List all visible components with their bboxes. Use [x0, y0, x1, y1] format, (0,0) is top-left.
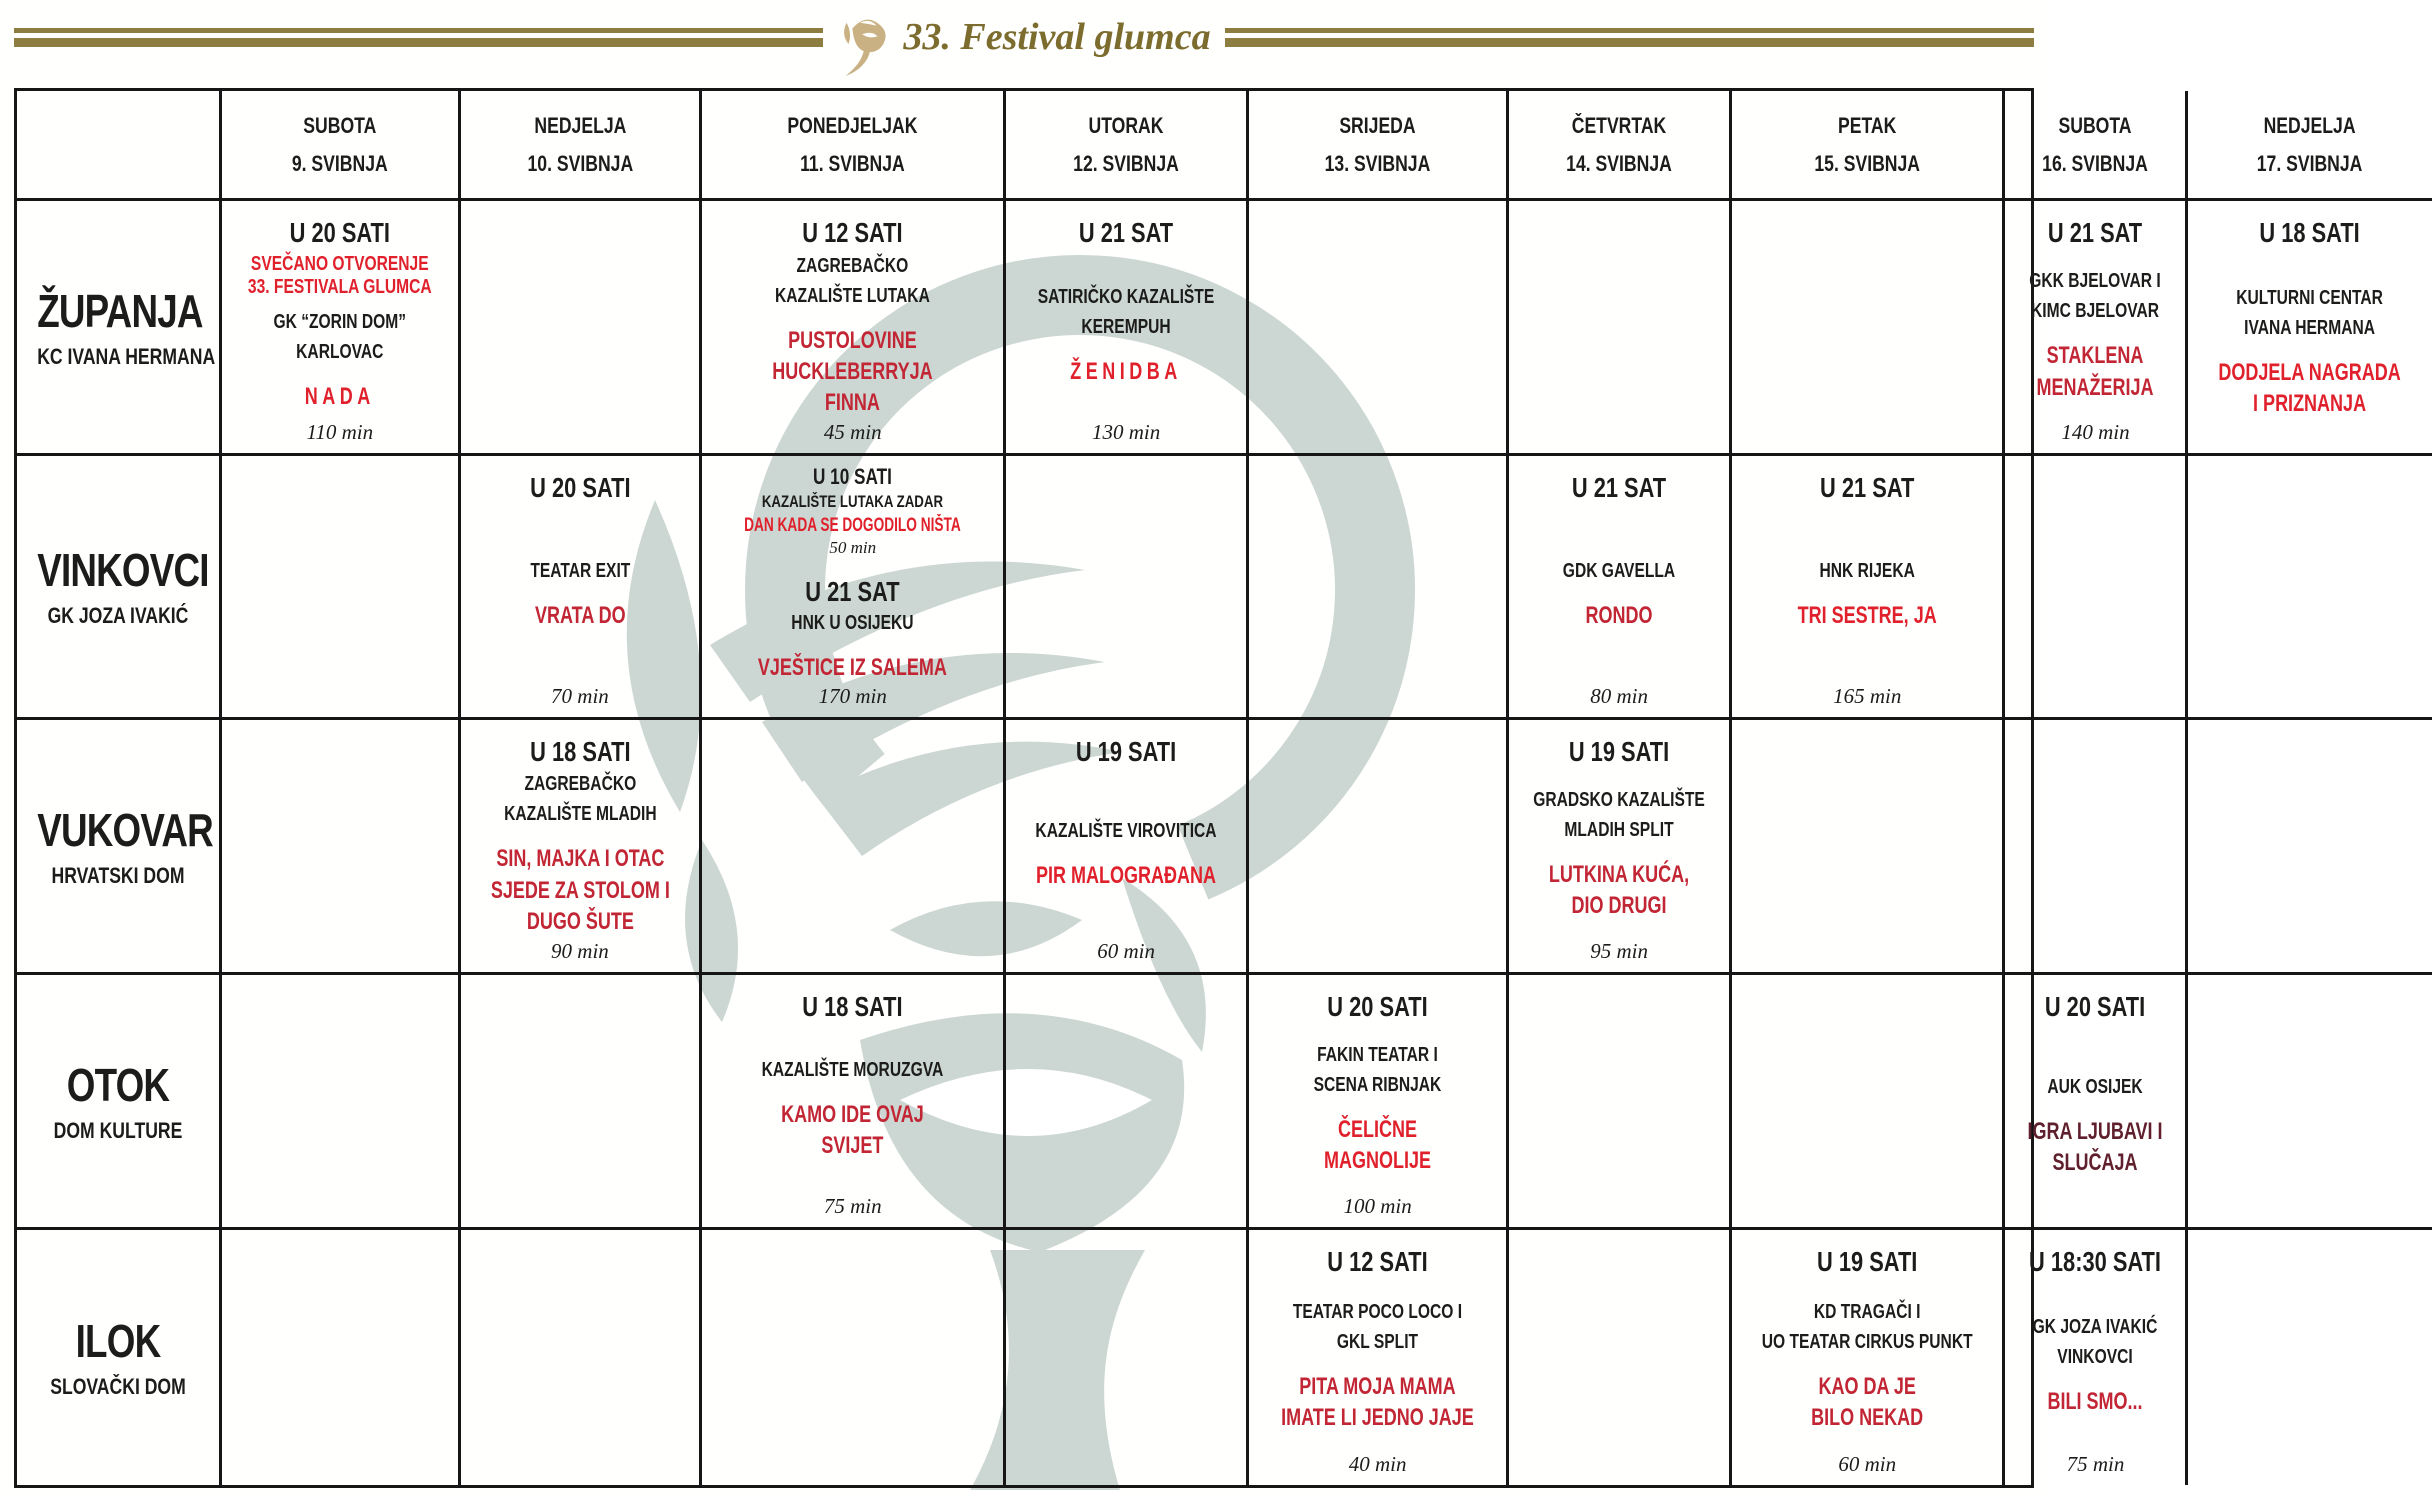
schedule-cell — [1509, 456, 1732, 719]
venue-hall: DOM KULTURE — [53, 1117, 183, 1143]
event-title: KAO DA JE BILO NEKAD — [1811, 1372, 1924, 1431]
event-body — [702, 249, 1003, 420]
event-title: IGRA LJUBAVI I SLUČAJA — [2027, 1117, 2163, 1176]
event-company: SATIRIČKO KAZALIŠTE KEREMPUH — [1037, 285, 1215, 338]
event-time: U 21 SAT — [1571, 472, 1667, 504]
event-time: U 21 SAT — [1078, 217, 1174, 248]
event-title: DODJELA NAGRADA I PRIZNANJA — [2218, 358, 2402, 418]
venue-header — [17, 456, 222, 719]
schedule-cell — [2188, 720, 2431, 975]
day-date: 13. SVIBNJA — [1324, 150, 1431, 176]
schedule-cell — [2188, 201, 2431, 456]
day-header — [2005, 91, 2188, 201]
event-company: ZAGREBAČKO KAZALIŠTE LUTAKA — [775, 254, 931, 307]
event-title: STAKLENA MENAŽERIJA — [2036, 342, 2154, 401]
schedule-cell — [222, 720, 461, 975]
performance-entry — [702, 975, 1003, 1227]
event-company: GRADSKO KAZALIŠTE MLADIH SPLIT — [1533, 788, 1705, 841]
event-duration: 40 min — [1348, 1452, 1407, 1476]
event-company: TEATAR EXIT — [529, 560, 630, 583]
banner-title: 33. Festival glumca — [903, 16, 1211, 58]
event-duration: 80 min — [1590, 683, 1648, 708]
event-company: AUK OSIJEK — [2047, 1075, 2144, 1098]
day-header — [1249, 91, 1509, 201]
event-title: DAN KADA SE DOGODILO NIŠTA — [744, 514, 962, 536]
schedule-cell — [461, 720, 703, 975]
schedule-cell — [1006, 1230, 1249, 1485]
event-company: TEATAR POCO LOCO I GKL SPLIT — [1292, 1300, 1463, 1353]
performance-entry — [461, 720, 700, 972]
event-company: ZAGREBAČKO KAZALIŠTE MLADIH — [503, 773, 657, 826]
event-time: U 20 SATI — [2045, 990, 2146, 1022]
schedule-cell — [222, 201, 461, 456]
event-body — [1732, 1278, 2002, 1452]
day-name: UTORAK — [1088, 112, 1164, 138]
event-body — [702, 608, 1003, 683]
venue-city: VINKOVCI — [37, 544, 209, 597]
schedule-cell — [222, 456, 461, 719]
day-header — [1509, 91, 1732, 201]
corner-cell — [17, 91, 222, 201]
schedule-cell — [2005, 201, 2188, 456]
schedule-cell — [2005, 975, 2188, 1230]
event-duration: 140 min — [2061, 420, 2130, 445]
schedule-cell — [2188, 975, 2431, 1230]
performance-entry — [1006, 720, 1246, 972]
event-title: ČELIČNE MAGNOLIJE — [1324, 1116, 1432, 1175]
event-time: U 18:30 SATI — [2029, 1245, 2162, 1277]
venue-hall: GK JOZA IVAKIĆ — [47, 603, 189, 629]
schedule-cell — [702, 201, 1006, 456]
event-time: U 12 SATI — [1327, 1245, 1428, 1277]
event-company: KAZALIŠTE VIROVITICA — [1035, 819, 1217, 842]
venue-header — [17, 720, 222, 975]
performance-entry — [2005, 1230, 2185, 1485]
venue-city: ILOK — [75, 1315, 161, 1368]
day-header — [702, 91, 1006, 201]
day-name: PONEDJELJAK — [787, 112, 918, 138]
event-duration: 60 min — [1097, 938, 1155, 963]
schedule-cell — [1249, 720, 1509, 975]
performance-entry — [702, 560, 1003, 716]
venue-hall: HRVATSKI DOM — [51, 862, 185, 888]
event-time: U 19 SATI — [1568, 735, 1670, 767]
event-title: TRI SESTRE, JA — [1797, 602, 1937, 630]
performance-entry — [1249, 975, 1506, 1227]
performance-entry — [702, 456, 1003, 560]
event-duration: 75 min — [823, 1193, 882, 1218]
day-header — [2188, 91, 2431, 201]
schedule-cell — [1509, 975, 1732, 1230]
schedule-cell — [1509, 1230, 1732, 1485]
schedule-cell — [2188, 1230, 2431, 1485]
venue-city: OTOK — [66, 1058, 170, 1111]
day-name: NEDJELJA — [2264, 112, 2356, 138]
event-company: GKK BJELOVAR I KIMC BJELOVAR — [2029, 270, 2162, 323]
event-duration: 130 min — [1092, 420, 1161, 445]
event-body — [2005, 1278, 2185, 1452]
schedule-cell — [1509, 720, 1732, 975]
schedule-cell — [1732, 201, 2005, 456]
event-body — [461, 504, 700, 683]
day-name: SUBOTA — [2058, 112, 2132, 138]
event-company: KAZALIŠTE LUTAKA ZADAR — [762, 492, 944, 512]
performance-entry — [1249, 1230, 1506, 1485]
event-duration: 95 min — [1590, 938, 1648, 963]
day-date: 10. SVIBNJA — [527, 150, 633, 176]
schedule-cell — [1249, 201, 1509, 456]
event-title: VJEŠTICE IZ SALEMA — [758, 654, 948, 682]
event-body — [461, 768, 700, 939]
event-time: U 18 SATI — [2259, 217, 2361, 248]
event-title: BILI SMO... — [2047, 1388, 2143, 1416]
event-time: U 19 SATI — [1075, 735, 1177, 767]
event-title: SIN, MAJKA I OTAC SJEDE ZA STOLOM I DUGO ŠUTE — [490, 845, 670, 935]
event-time: U 21 SAT — [1820, 472, 1915, 504]
event-notice: SVEČANO OTVORENJE 33. FESTIVALA GLUMCA — [247, 253, 432, 298]
event-time: U 21 SAT — [805, 576, 900, 608]
day-date: 17. SVIBNJA — [2257, 150, 2363, 176]
event-company: KULTURNI CENTAR IVANA HERMANA — [2236, 286, 2384, 339]
schedule-cell — [2005, 1230, 2188, 1485]
performance-entry — [461, 456, 700, 716]
event-duration: 90 min — [551, 938, 609, 963]
banner-rule-right — [1225, 28, 2034, 47]
event-title: NADA — [304, 382, 375, 410]
event-duration: 110 min — [306, 420, 374, 445]
event-title: RONDO — [1585, 602, 1653, 630]
event-time: U 20 SATI — [289, 217, 390, 248]
event-title: ŽENIDBA — [1070, 357, 1182, 385]
event-duration: 60 min — [1838, 1452, 1897, 1476]
day-header — [461, 91, 703, 201]
event-duration: 70 min — [551, 683, 609, 708]
event-body — [1006, 249, 1246, 420]
performance-entry — [1732, 1230, 2002, 1485]
schedule-cell — [1249, 456, 1509, 719]
schedule-cell — [222, 1230, 461, 1485]
event-body — [702, 492, 1003, 536]
schedule-cell — [1509, 201, 1732, 456]
event-time: U 19 SATI — [1817, 1245, 1918, 1277]
schedule-cell — [1006, 720, 1249, 975]
day-name: NEDJELJA — [533, 112, 626, 138]
schedule-cell — [702, 1230, 1006, 1485]
event-company: GK “ZORIN DOM” KARLOVAC — [273, 310, 407, 363]
schedule-cell — [222, 975, 461, 1230]
day-header — [1006, 91, 1249, 201]
schedule-cell — [461, 975, 703, 1230]
event-body — [702, 1023, 1003, 1194]
day-date: 11. SVIBNJA — [800, 150, 906, 176]
event-company: KD TRAGAČI I UO TEATAR CIRKUS PUNKT — [1761, 1300, 1973, 1353]
schedule-cell — [1732, 720, 2005, 975]
event-body — [1509, 768, 1729, 939]
event-company: HNK U OSIJEKU — [791, 612, 914, 635]
venue-hall: KC IVANA HERMANA — [37, 344, 216, 370]
event-duration: 165 min — [1833, 683, 1902, 708]
day-date: 15. SVIBNJA — [1814, 150, 1921, 176]
day-header — [222, 91, 461, 201]
performance-entry — [2188, 201, 2431, 453]
performance-entry — [2005, 975, 2185, 1227]
event-company: HNK RIJEKA — [1819, 560, 1915, 583]
day-name: SUBOTA — [303, 112, 377, 138]
banner-rule-left — [14, 28, 823, 47]
event-time: U 10 SATI — [813, 464, 893, 490]
schedule-cell — [1732, 1230, 2005, 1485]
schedule-cell — [1006, 456, 1249, 719]
performance-entry — [1006, 201, 1246, 453]
event-body — [2005, 1023, 2185, 1227]
performance-entry — [1509, 456, 1729, 716]
event-company: GDK GAVELLA — [1562, 560, 1676, 583]
event-body — [1249, 1278, 1506, 1452]
event-duration: 45 min — [823, 420, 882, 445]
event-body — [2005, 249, 2185, 420]
day-name: SRIJEDA — [1339, 112, 1416, 138]
event-company: KAZALIŠTE MORUZGVA — [761, 1059, 944, 1082]
schedule-cell — [2188, 456, 2431, 719]
banner — [14, 8, 2034, 66]
schedule-cell — [461, 1230, 703, 1485]
schedule-cell — [702, 975, 1006, 1230]
event-title: PITA MOJA MAMA IMATE LI JEDNO JAJE — [1281, 1372, 1474, 1431]
schedule-cell — [1249, 975, 1509, 1230]
day-header — [1732, 91, 2005, 201]
schedule-cell — [2005, 456, 2188, 719]
schedule-cell — [1006, 975, 1249, 1230]
venue-city: VUKOVAR — [37, 803, 213, 856]
schedule-cell — [461, 456, 703, 719]
event-time: U 18 SATI — [802, 990, 903, 1022]
event-company: FAKIN TEATAR I SCENA RIBNJAK — [1313, 1044, 1442, 1097]
venue-hall: SLOVAČKI DOM — [50, 1374, 186, 1400]
performance-entry — [702, 201, 1003, 453]
day-date: 16. SVIBNJA — [2042, 150, 2149, 176]
event-body — [2188, 249, 2431, 453]
performance-entry — [222, 201, 458, 453]
schedule-table — [14, 88, 2402, 1488]
event-body — [1006, 768, 1246, 939]
event-time: U 21 SAT — [2048, 217, 2143, 248]
event-time: U 20 SATI — [1327, 990, 1428, 1022]
schedule-cell — [1732, 975, 2005, 1230]
schedule-cell — [1249, 1230, 1509, 1485]
schedule-cell — [1006, 201, 1249, 456]
event-body — [222, 299, 458, 420]
event-body — [1249, 1023, 1506, 1194]
schedule-cell — [461, 201, 703, 456]
day-date: 12. SVIBNJA — [1073, 150, 1179, 176]
event-duration: 100 min — [1343, 1193, 1412, 1218]
festival-logo-icon — [833, 12, 895, 78]
event-duration: 75 min — [2066, 1452, 2125, 1476]
performance-entry — [1732, 456, 2002, 716]
schedule-cell — [702, 456, 1006, 719]
day-name: PETAK — [1838, 112, 1897, 138]
event-body — [1509, 504, 1729, 683]
schedule-cell — [1732, 456, 2005, 719]
performance-entry — [1509, 720, 1729, 972]
event-title: VRATA DO — [534, 602, 626, 630]
event-body — [1732, 504, 2002, 683]
day-name: ČETVRTAK — [1571, 112, 1667, 138]
day-date: 14. SVIBNJA — [1566, 150, 1672, 176]
venue-header — [17, 975, 222, 1230]
event-title: PIR MALOGRAĐANA — [1036, 861, 1217, 889]
venue-header — [17, 1230, 222, 1485]
performance-entry — [2005, 201, 2185, 453]
venue-city: ŽUPANJA — [37, 285, 203, 338]
venue-header — [17, 201, 222, 456]
event-title: LUTKINA KUĆA, DIO DRUGI — [1548, 860, 1690, 920]
schedule-cell — [2005, 720, 2188, 975]
event-title: KAMO IDE OVAJ SVIJET — [781, 1101, 925, 1160]
event-duration: 50 min — [829, 538, 877, 558]
day-date: 9. SVIBNJA — [291, 150, 388, 176]
event-time: U 12 SATI — [802, 217, 903, 248]
event-title: PUSTOLOVINE HUCKLEBERRYJA FINNA — [772, 326, 933, 417]
event-time: U 18 SATI — [529, 735, 631, 767]
event-duration: 170 min — [818, 683, 887, 708]
schedule-cell — [702, 720, 1006, 975]
event-company: GK JOZA IVAKIĆ VINKOVCI — [2033, 1316, 2158, 1369]
event-time: U 20 SATI — [529, 472, 631, 504]
